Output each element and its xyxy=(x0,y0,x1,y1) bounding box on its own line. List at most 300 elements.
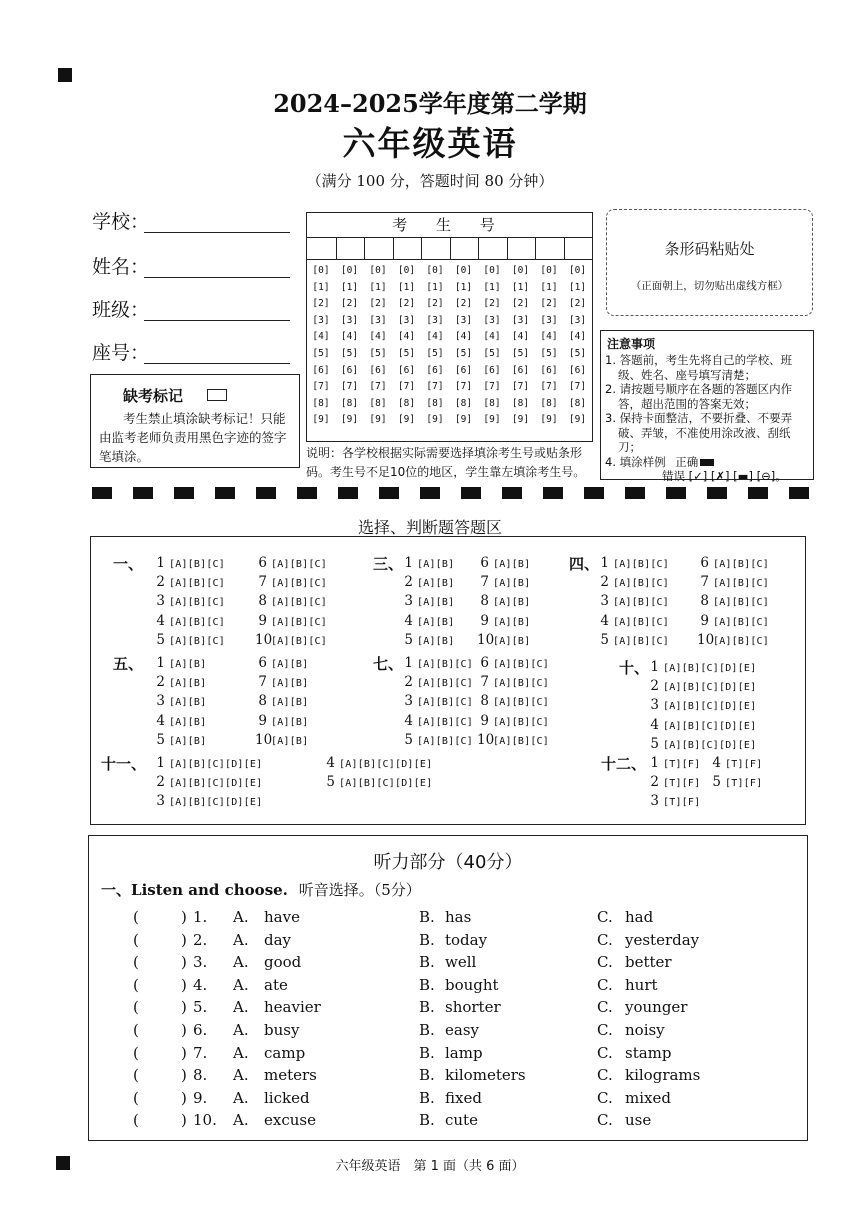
answer-paren-close: ) xyxy=(181,975,187,994)
answer-bubbles[interactable]: [A][B][C] xyxy=(417,678,473,690)
option-a-text: excuse xyxy=(264,1111,316,1130)
question-number: 6 xyxy=(480,655,489,671)
notice-wrong-label: 错误 xyxy=(662,469,685,483)
exam-number-bubble[interactable]: [6] xyxy=(397,364,416,376)
exam-number-bubble[interactable]: [7] xyxy=(511,381,530,393)
option-b-text: lamp xyxy=(445,1043,483,1062)
exam-term: 2024–2025学年度第二学期 xyxy=(273,89,587,118)
answer-row xyxy=(477,655,549,671)
exam-number-bubble[interactable]: [0] xyxy=(426,265,444,276)
question-number: 5 xyxy=(404,631,413,648)
exam-number-bubble[interactable]: [7] xyxy=(568,381,587,393)
option-b-text: shorter xyxy=(445,998,501,1017)
absent-mark-title: 缺考标记 xyxy=(123,387,184,405)
separator-dash xyxy=(625,487,645,499)
answer-row xyxy=(153,793,262,809)
option-c-letter: C. xyxy=(597,1066,613,1085)
answer-bubbles[interactable]: [A][B][C][D][E] xyxy=(339,759,433,770)
exam-number-bubble[interactable]: [0] xyxy=(369,265,387,276)
answer-bubbles[interactable]: [A][B][C] xyxy=(271,578,327,590)
exam-number-bubble[interactable]: [9] xyxy=(454,414,473,426)
exam-number-digit-cell[interactable] xyxy=(393,237,423,259)
exam-number-bubble[interactable]: [0] xyxy=(568,265,587,276)
exam-number-bubble[interactable]: [0] xyxy=(397,265,416,276)
exam-number-bubble[interactable]: [6] xyxy=(568,364,587,376)
answer-bubbles[interactable]: [A][B] xyxy=(271,716,309,728)
answer-bubbles[interactable]: [A][B][C][D][E] xyxy=(663,739,757,751)
answer-bubbles[interactable]: [A][B][C] xyxy=(493,678,549,690)
exam-number-digit-cell[interactable] xyxy=(507,237,537,259)
exam-number-bubble[interactable]: [7] xyxy=(540,381,558,393)
answer-bubbles[interactable]: [A][B][C] xyxy=(493,716,549,728)
option-b-letter: B. xyxy=(419,975,435,994)
answer-bubbles[interactable]: [A][B][C] xyxy=(417,716,473,728)
question-number: 6 xyxy=(480,555,489,571)
answer-paren-open[interactable]: ( xyxy=(133,953,139,972)
question-number: 9 xyxy=(700,612,709,629)
answer-bubbles[interactable]: [A][B][C][D][E] xyxy=(169,778,263,790)
question-number: 10 xyxy=(255,731,273,748)
question-number: 7 xyxy=(700,574,709,591)
answer-bubbles[interactable]: [A][B][C] xyxy=(271,597,327,609)
answer-bubbles[interactable]: [A][B] xyxy=(417,597,455,609)
exam-number-bubble[interactable]: [7] xyxy=(397,381,416,393)
answer-row xyxy=(477,613,530,629)
barcode-title: 条形码粘贴处 xyxy=(664,240,755,258)
question-number: 5 xyxy=(650,735,659,752)
notice-sample-label: 4. 填涂样例 xyxy=(605,454,666,469)
exam-number-bubble[interactable]: [2] xyxy=(426,298,444,310)
answer-row xyxy=(401,655,473,671)
answer-bubbles[interactable]: [A][B] xyxy=(271,678,309,690)
exam-number-bubble[interactable]: [1] xyxy=(483,281,501,293)
separator-dash xyxy=(707,487,727,499)
exam-number-bubble-column xyxy=(393,263,421,429)
listening-section-box xyxy=(88,835,808,1141)
exam-number-digit-cell[interactable] xyxy=(478,237,508,259)
exam-number-bubble-column xyxy=(364,263,392,429)
name-field[interactable] xyxy=(144,277,290,278)
separator-dash-row xyxy=(92,487,812,499)
exam-number-bubble[interactable]: [3] xyxy=(369,314,387,326)
question-number: 5. xyxy=(193,998,208,1017)
separator-dash xyxy=(584,487,604,499)
answer-area-title: 选择、判断题答题区 xyxy=(357,518,502,537)
exam-number-bubble[interactable]: [4] xyxy=(511,331,530,343)
separator-dash xyxy=(461,487,481,499)
answer-bubbles[interactable]: [T][F] xyxy=(663,797,701,809)
exam-number-bubble[interactable]: [3] xyxy=(483,314,501,326)
exam-number-bubble[interactable]: [1] xyxy=(511,281,530,293)
exam-number-bubble[interactable]: [3] xyxy=(540,314,558,326)
question-number: 1 xyxy=(156,755,165,771)
option-b-text: has xyxy=(445,908,472,926)
exam-number-bubble[interactable]: [4] xyxy=(369,331,387,343)
answer-row xyxy=(697,555,769,571)
answer-bubbles[interactable]: [A][B] xyxy=(493,597,531,609)
exam-number-bubble[interactable]: [8] xyxy=(369,397,387,409)
exam-number-bubble[interactable]: [9] xyxy=(340,414,359,426)
absent-mark-bubble[interactable] xyxy=(207,389,227,401)
exam-number-bubble[interactable]: [5] xyxy=(369,347,387,359)
exam-number-bubble[interactable]: [7] xyxy=(340,381,359,393)
exam-number-bubble[interactable]: [0] xyxy=(511,265,530,276)
exam-number-bubble[interactable]: [5] xyxy=(540,347,558,359)
answer-bubbles[interactable]: [A][B][C] xyxy=(169,578,225,590)
option-b-text: bought xyxy=(445,975,499,994)
question-number: 3 xyxy=(404,693,413,710)
exam-number-digit-cell[interactable] xyxy=(450,237,480,259)
exam-number-bubble[interactable]: [6] xyxy=(454,364,473,376)
exam-number-bubble[interactable]: [5] xyxy=(454,347,473,359)
exam-number-bubble[interactable]: [9] xyxy=(426,414,444,426)
answer-bubbles[interactable]: [A][B][C] xyxy=(613,559,669,570)
exam-number-bubble-column xyxy=(507,263,535,429)
question-number: 4. xyxy=(193,975,208,994)
answer-bubbles[interactable]: [A][B][C] xyxy=(493,697,549,709)
question-number: 2 xyxy=(650,678,659,695)
exam-number-bubble[interactable]: [9] xyxy=(397,414,416,426)
option-c-letter: C. xyxy=(597,975,613,994)
exam-number-bubble[interactable]: [5] xyxy=(483,347,501,359)
answer-bubbles[interactable]: [A][B] xyxy=(493,578,531,590)
answer-bubbles[interactable]: [A][B] xyxy=(417,559,455,570)
answer-row xyxy=(597,593,669,609)
notice-item: 3. 保持卡面整洁，不要折叠、不要弄破、弄皱，不准使用涂改液、刮纸刀； xyxy=(605,411,793,454)
exam-number-digit-cell[interactable] xyxy=(336,237,366,259)
option-c-text: yesterday xyxy=(625,930,700,949)
exam-number-bubble[interactable]: [4] xyxy=(340,331,359,343)
option-c-text: better xyxy=(625,953,672,972)
answer-bubbles[interactable]: [A][B][C] xyxy=(713,578,769,590)
answer-bubbles[interactable]: [A][B] xyxy=(417,616,455,628)
answer-bubbles[interactable]: [A][B] xyxy=(169,735,207,747)
exam-number-bubble[interactable]: [6] xyxy=(483,364,501,376)
answer-row xyxy=(153,655,206,671)
exam-number-bubble[interactable]: [8] xyxy=(483,397,501,409)
exam-number-bubble[interactable]: [6] xyxy=(312,364,330,376)
section1-label: 一、 xyxy=(101,881,132,899)
answer-paren-open[interactable]: ( xyxy=(133,975,139,994)
answer-bubbles[interactable]: [A][B][C] xyxy=(169,597,225,609)
exam-number-bubble[interactable]: [7] xyxy=(426,381,444,393)
option-c-text: hurt xyxy=(625,975,658,994)
exam-number-bubble[interactable]: [7] xyxy=(369,381,387,393)
exam-number-bubble[interactable]: [0] xyxy=(483,265,501,276)
exam-number-bubble[interactable]: [2] xyxy=(511,298,530,310)
exam-number-bubble[interactable]: [4] xyxy=(454,331,473,343)
question-number: 4 xyxy=(156,712,165,729)
exam-number-digit-cell[interactable] xyxy=(535,237,565,259)
exam-number-bubble[interactable]: [8] xyxy=(312,397,330,409)
question-number: 2 xyxy=(156,774,165,791)
exam-number-bubble[interactable]: [3] xyxy=(397,314,416,326)
answer-bubbles[interactable]: [A][B][C] xyxy=(493,735,549,747)
exam-number-bubble[interactable]: [0] xyxy=(312,265,330,276)
option-b-text: fixed xyxy=(445,1088,482,1107)
exam-number-bubble[interactable]: [3] xyxy=(511,314,530,326)
exam-number-bubble[interactable]: [8] xyxy=(340,397,359,409)
answer-row xyxy=(647,736,756,752)
answer-paren-open[interactable]: ( xyxy=(133,1021,139,1039)
exam-number-bubble[interactable]: [2] xyxy=(397,298,416,310)
listening-question-row xyxy=(89,931,807,953)
answer-bubbles[interactable]: [A][B][C] xyxy=(271,635,327,647)
exam-number-digit-cell[interactable] xyxy=(364,237,394,259)
exam-number-bubble[interactable]: [3] xyxy=(426,314,444,326)
answer-bubbles[interactable]: [T][F] xyxy=(663,778,701,790)
exam-number-bubble[interactable]: [1] xyxy=(312,281,330,293)
answer-row xyxy=(597,613,669,629)
answer-bubbles[interactable]: [A][B][C] xyxy=(169,616,225,628)
answer-paren-open[interactable]: ( xyxy=(133,1111,139,1130)
answer-row xyxy=(153,593,225,609)
answer-bubbles[interactable]: [A][B][C][D][E] xyxy=(169,759,263,770)
answer-bubbles[interactable]: [A][B][C] xyxy=(613,597,669,609)
exam-number-bubble[interactable]: [7] xyxy=(454,381,473,393)
exam-number-bubble[interactable]: [2] xyxy=(540,298,558,310)
exam-number-bubble[interactable]: [5] xyxy=(426,347,444,359)
exam-number-bubble[interactable]: [0] xyxy=(340,265,359,276)
exam-number-bubble[interactable]: [4] xyxy=(483,331,501,343)
answer-bubbles[interactable]: [A][B] xyxy=(169,659,207,670)
section1-instruction-en: Listen and choose. xyxy=(131,881,288,899)
exam-number-bubble[interactable]: [1] xyxy=(340,281,359,293)
exam-number-bubble[interactable]: [8] xyxy=(568,397,587,409)
question-number: 8 xyxy=(258,593,267,610)
option-a-text: camp xyxy=(264,1043,306,1062)
answer-bubbles[interactable]: [A][B] xyxy=(493,616,531,628)
answer-bubbles[interactable]: [T][F] xyxy=(725,759,763,770)
answer-row xyxy=(477,593,530,609)
answer-paren-open[interactable]: ( xyxy=(133,1066,139,1085)
exam-number-bubble[interactable]: [9] xyxy=(540,414,558,426)
question-number: 8 xyxy=(480,693,489,710)
exam-number-bubble[interactable]: [4] xyxy=(540,331,558,343)
exam-number-bubble[interactable]: [2] xyxy=(483,298,501,310)
exam-number-bubble[interactable]: [1] xyxy=(540,281,558,293)
exam-number-bubble[interactable]: [0] xyxy=(540,265,558,276)
answer-bubbles[interactable]: [A][B][C] xyxy=(271,559,327,570)
exam-number-bubble[interactable]: [5] xyxy=(568,347,587,359)
exam-number-bubble[interactable]: [8] xyxy=(426,397,444,409)
answer-bubbles[interactable]: [A][B][C][D][E] xyxy=(663,682,757,694)
option-b-text: kilometers xyxy=(445,1066,526,1085)
answer-group-label: 一、 xyxy=(113,555,144,573)
answer-paren-open[interactable]: ( xyxy=(133,930,139,949)
answer-bubbles[interactable]: [A][B][C][D][E] xyxy=(169,797,263,809)
answer-bubbles[interactable]: [A][B][C] xyxy=(417,659,473,670)
section1-heading xyxy=(101,879,421,900)
answer-row xyxy=(255,632,327,648)
question-number: 1 xyxy=(404,555,413,571)
option-a-letter: A. xyxy=(233,1066,249,1085)
answer-bubbles[interactable]: [A][B][C] xyxy=(713,616,769,628)
exam-number-bubble[interactable]: [3] xyxy=(454,314,473,326)
answer-row xyxy=(401,555,454,571)
correct-fill-sample-icon xyxy=(700,459,714,466)
answer-paren-open[interactable]: ( xyxy=(133,1088,139,1107)
exam-number-bubble[interactable]: [6] xyxy=(426,364,444,376)
answer-bubbles[interactable]: [A][B] xyxy=(493,559,531,570)
exam-number-bubble[interactable]: [8] xyxy=(397,397,416,409)
answer-bubbles[interactable]: [A][B][C][D][E] xyxy=(663,720,757,732)
question-number: 10 xyxy=(477,731,495,748)
separator-dash xyxy=(256,487,276,499)
answer-bubbles[interactable]: [A][B][C] xyxy=(613,616,669,628)
exam-number-bubble[interactable]: [1] xyxy=(397,281,416,293)
answer-bubbles[interactable]: [A][B][C] xyxy=(169,559,225,570)
exam-number-bubble[interactable]: [3] xyxy=(312,314,330,326)
option-c-text: noisy xyxy=(625,1021,665,1039)
answer-row xyxy=(401,593,454,609)
answer-bubbles[interactable]: [A][B] xyxy=(271,697,309,709)
separator-dash xyxy=(174,487,194,499)
exam-number-bubble[interactable]: [6] xyxy=(540,364,558,376)
answer-bubbles[interactable]: [A][B][C] xyxy=(713,635,769,647)
exam-number-digit-cell[interactable] xyxy=(307,237,337,259)
answer-bubbles[interactable]: [A][B] xyxy=(271,735,309,747)
answer-row xyxy=(255,655,308,671)
answer-row xyxy=(255,713,308,729)
exam-number-bubble[interactable]: [3] xyxy=(568,314,587,326)
answer-paren-open[interactable]: ( xyxy=(133,908,139,926)
answer-bubbles[interactable]: [A][B][C] xyxy=(417,697,473,709)
exam-number-bubble[interactable]: [1] xyxy=(426,281,444,293)
exam-number-bubble[interactable]: [5] xyxy=(312,347,330,359)
exam-number-bubble[interactable]: [2] xyxy=(340,298,359,310)
answer-paren-open[interactable]: ( xyxy=(133,1043,139,1062)
exam-number-bubble-column xyxy=(307,263,335,429)
option-b-letter: B. xyxy=(419,1043,435,1062)
answer-bubbles[interactable]: [A][B][C] xyxy=(613,578,669,590)
answer-row xyxy=(255,613,327,629)
option-a-letter: A. xyxy=(233,998,249,1017)
exam-number-bubble[interactable]: [3] xyxy=(340,314,359,326)
answer-row xyxy=(401,613,454,629)
option-c-text: use xyxy=(625,1111,652,1130)
exam-number-bubble[interactable]: [1] xyxy=(369,281,387,293)
answer-row xyxy=(647,793,700,809)
option-b-letter: B. xyxy=(419,1066,435,1085)
answer-bubbles[interactable]: [A][B][C] xyxy=(613,635,669,647)
answer-row xyxy=(255,574,327,590)
class-label: 班级： xyxy=(92,299,150,321)
exam-number-bubble[interactable]: [4] xyxy=(568,331,587,343)
exam-number-digit-cell[interactable] xyxy=(421,237,451,259)
exam-number-bubble[interactable]: [6] xyxy=(369,364,387,376)
answer-bubbles[interactable]: [A][B] xyxy=(271,659,309,670)
option-a-letter: A. xyxy=(233,1111,249,1130)
question-number: 2 xyxy=(650,774,659,791)
answer-bubbles[interactable]: [A][B][C] xyxy=(169,635,225,647)
question-number: 7 xyxy=(258,674,267,691)
answer-paren-open[interactable]: ( xyxy=(133,998,139,1017)
exam-number-bubble[interactable]: [4] xyxy=(312,331,330,343)
answer-row xyxy=(477,574,530,590)
answer-bubbles[interactable]: [A][B][C] xyxy=(713,559,769,570)
option-c-letter: C. xyxy=(597,1021,613,1039)
answer-bubbles[interactable]: [A][B][C][D][E] xyxy=(663,701,757,713)
exam-number-bubble[interactable]: [7] xyxy=(312,381,330,393)
school-field[interactable] xyxy=(144,232,290,233)
question-number: 10 xyxy=(477,631,495,648)
answer-bubbles[interactable]: [A][B][C] xyxy=(713,597,769,609)
question-number: 1 xyxy=(404,655,413,671)
answer-row xyxy=(401,732,473,748)
option-c-text: younger xyxy=(625,998,688,1017)
exam-number-bubble[interactable]: [2] xyxy=(369,298,387,310)
answer-bubbles[interactable]: [A][B][C][D][E] xyxy=(663,663,757,674)
answer-paren-close: ) xyxy=(181,1043,187,1062)
exam-number-bubble[interactable]: [1] xyxy=(568,281,587,293)
answer-bubbles[interactable]: [T][F] xyxy=(725,778,763,790)
answer-bubbles[interactable]: [A][B] xyxy=(417,635,455,647)
answer-bubbles[interactable]: [A][B] xyxy=(493,635,531,647)
class-field[interactable] xyxy=(144,320,290,321)
exam-number-bubble[interactable]: [5] xyxy=(340,347,359,359)
answer-row xyxy=(255,732,308,748)
exam-number-bubble[interactable]: [9] xyxy=(568,414,587,426)
answer-bubbles[interactable]: [A][B][C] xyxy=(417,735,473,747)
answer-bubbles[interactable]: [A][B] xyxy=(417,578,455,590)
question-number: 1 xyxy=(650,755,659,771)
answer-row xyxy=(597,632,669,648)
answer-bubbles[interactable]: [A][B][C] xyxy=(271,616,327,628)
exam-number-bubble[interactable]: [4] xyxy=(397,331,416,343)
seat-field[interactable] xyxy=(144,363,290,364)
option-b-letter: B. xyxy=(419,908,435,926)
exam-number-bubble[interactable]: [5] xyxy=(397,347,416,359)
option-a-text: ate xyxy=(264,975,288,994)
answer-row xyxy=(597,555,669,571)
exam-number-bubble[interactable]: [5] xyxy=(511,347,530,359)
option-b-letter: B. xyxy=(419,953,435,972)
exam-number-bubble[interactable]: [2] xyxy=(568,298,587,310)
exam-number-bubble[interactable]: [8] xyxy=(511,397,530,409)
answer-bubbles[interactable]: [A][B][C][D][E] xyxy=(339,778,433,790)
exam-number-bubble[interactable]: [9] xyxy=(369,414,387,426)
answer-bubbles[interactable]: [A][B][C] xyxy=(493,659,549,670)
seat-label: 座号： xyxy=(92,342,150,364)
answer-bubbles[interactable]: [T][F] xyxy=(663,759,701,770)
exam-number-bubble[interactable]: [8] xyxy=(540,397,558,409)
exam-number-bubble[interactable]: [9] xyxy=(511,414,530,426)
exam-number-bubble[interactable]: [1] xyxy=(454,281,473,293)
exam-number-bubble[interactable]: [4] xyxy=(426,331,444,343)
question-number: 5 xyxy=(712,774,721,791)
answer-bubbles[interactable]: [A][B] xyxy=(169,697,207,709)
separator-dash xyxy=(420,487,440,499)
exam-number-bubble[interactable]: [9] xyxy=(483,414,501,426)
exam-number-bubble[interactable]: [6] xyxy=(340,364,359,376)
exam-number-bubble[interactable]: [2] xyxy=(454,298,473,310)
exam-number-bubble[interactable]: [9] xyxy=(312,414,330,426)
answer-group-label: 四、 xyxy=(569,555,600,573)
exam-number-bubble[interactable]: [8] xyxy=(454,397,473,409)
answer-bubbles[interactable]: [A][B] xyxy=(169,716,207,728)
question-number: 1 xyxy=(600,555,609,571)
answer-group-label: 十、 xyxy=(619,659,650,677)
answer-bubbles[interactable]: [A][B] xyxy=(169,678,207,690)
exam-number-bubble[interactable]: [7] xyxy=(483,381,501,393)
exam-number-bubble[interactable]: [6] xyxy=(511,364,530,376)
exam-number-bubble[interactable]: [2] xyxy=(312,298,330,310)
exam-number-digit-cell[interactable] xyxy=(564,237,593,259)
exam-number-bubble[interactable]: [0] xyxy=(454,265,473,276)
question-number: 4 xyxy=(712,755,721,771)
notice-sample-row xyxy=(605,455,811,470)
